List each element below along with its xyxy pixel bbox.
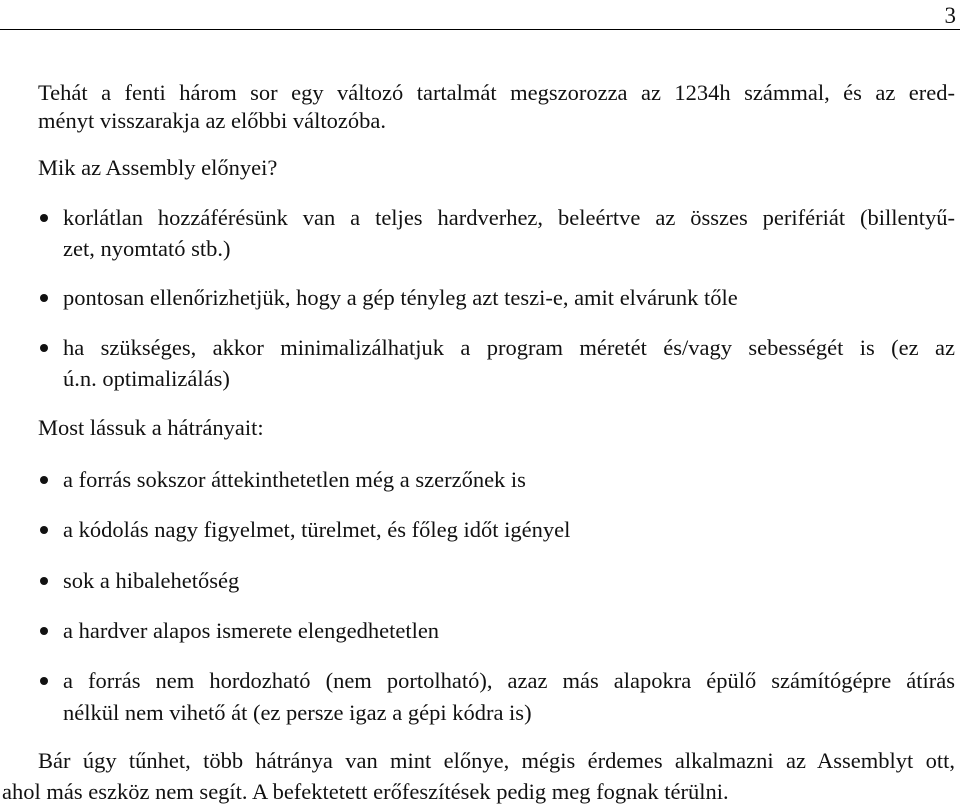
bullet-icon bbox=[40, 526, 48, 534]
list-item-line-2: nélkül nem vihető át (ez persze igaz a gépi kódra is) bbox=[63, 700, 532, 725]
list-item-line-1: a kódolás nagy figyelmet, türelmet, és főleg időt igényel bbox=[63, 517, 571, 542]
page-number: 3 bbox=[944, 3, 956, 28]
list-item-line-1: sok a hibalehetőség bbox=[63, 568, 240, 593]
disadvantages-heading: Most lássuk a hátrányait: bbox=[38, 415, 264, 440]
bullet-icon bbox=[40, 677, 48, 685]
list-item-line-1: pontosan ellenőrizhetjük, hogy a gép tényleg azt teszi-e, amit elvárunk tőle bbox=[63, 285, 738, 310]
list-item-line-1: a forrás sokszor áttekinthetetlen még a szerzőnek is bbox=[63, 467, 526, 492]
advantages-heading: Mik az Assembly előnyei? bbox=[38, 155, 278, 180]
list-item-line-1: ha szükséges, akkor minimalizálhatjuk a program méretét és/vagy sebességét is (ez az bbox=[63, 335, 955, 360]
bullet-icon bbox=[40, 214, 48, 222]
bullet-icon bbox=[40, 476, 48, 484]
bullet-icon bbox=[40, 344, 48, 352]
conclusion-line-1: Bár úgy tűnhet, több hátránya van mint előnye, mégis érdemes alkalmazni az Assemblyt ott, bbox=[38, 748, 955, 773]
list-item-line-1: korlátlan hozzáférésünk van a teljes hardverhez, beleértve az összes perifériát (billentyű- bbox=[63, 205, 955, 230]
intro-line-1: Tehát a fenti három sor egy változó tartalmát megszorozza az 1234h számmal, és az ered- bbox=[38, 80, 955, 105]
intro-line-2: ményt visszarakja az előbbi változóba. bbox=[38, 108, 386, 133]
bullet-icon bbox=[40, 294, 48, 302]
bullet-icon bbox=[40, 627, 48, 635]
header-rule bbox=[0, 29, 960, 30]
list-item-line-1: a forrás nem hordozható (nem portolható), azaz más alapokra épülő számítógépre átírás bbox=[63, 668, 955, 693]
list-item-line-2: ú.n. optimalizálás) bbox=[63, 366, 230, 391]
bullet-icon bbox=[40, 577, 48, 585]
conclusion-line-2: ahol más eszköz nem segít. A befektetett erőfeszítések pedig meg fognak térülni. bbox=[2, 779, 729, 804]
list-item-line-1: a hardver alapos ismerete elengedhetetlen bbox=[63, 618, 440, 643]
list-item-line-2: zet, nyomtató stb.) bbox=[63, 236, 231, 261]
